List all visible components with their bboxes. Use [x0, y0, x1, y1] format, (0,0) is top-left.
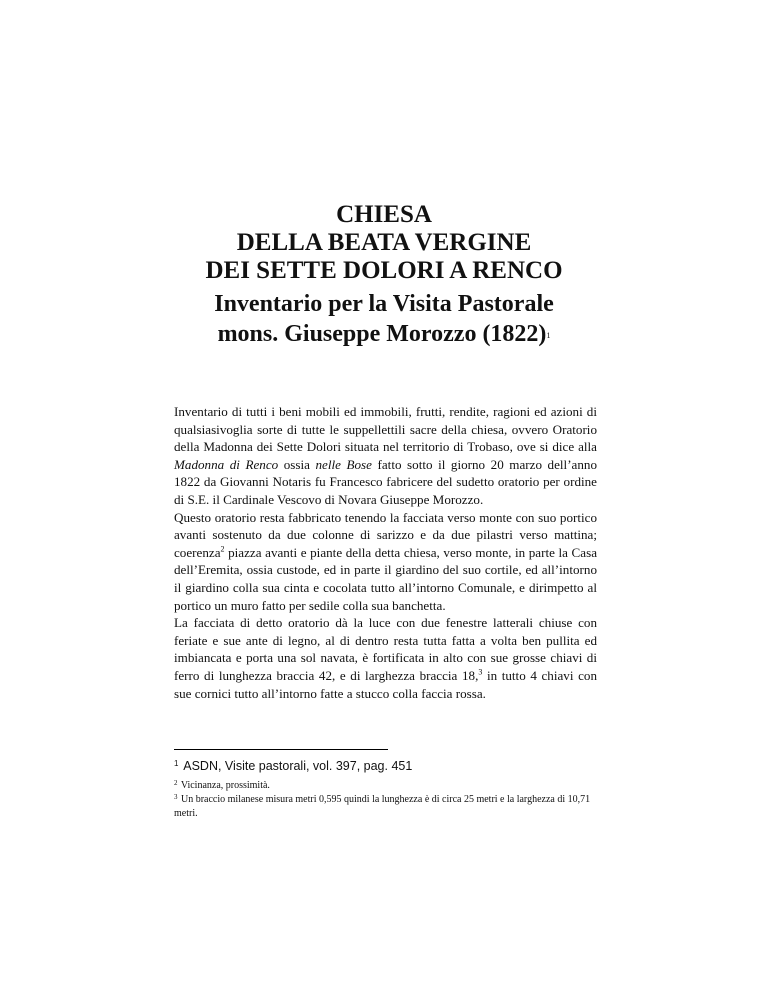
italic-place-name: Madonna di Renco	[174, 456, 279, 472]
paragraph	[174, 509, 597, 615]
footnote-text: Vicinanza, prossimità.	[180, 780, 270, 791]
paragraph	[174, 614, 597, 702]
footnote-number: 1	[174, 759, 179, 768]
subtitle-line	[0, 319, 768, 349]
footnote-ref[interactable]: 3	[478, 667, 483, 677]
footnote-ref[interactable]: 2	[220, 544, 225, 554]
text-run: piazza avanti e piante della detta chiesa, verso monte, in parte la Casa dell’Eremita, ossia custode, ed in parte il giardino del suo cortile, ed all’intorno il giardino colla sua cinta e cocolata tutto all’intorno Comunale, e dirimpetto al portico un muro fatto per sedile colla sua banchetta.	[174, 544, 597, 613]
footnote-number: 2	[174, 779, 178, 787]
footnote-1	[174, 759, 598, 775]
subtitle-line: Inventario per la Visita Pastorale	[214, 291, 554, 317]
text-run: Inventario di tutti i beni mobili ed immobili, frutti, rendite, ragioni ed azioni di qualsiasivoglia sorte di tutte le suppellettili sacre della chiesa, ovvero Oratorio della Madonna dei Sette Dolori situata nel territorio di Trobaso, ove si dice alla	[174, 404, 597, 455]
footnote-divider	[174, 749, 388, 750]
italic-place-name: nelle Bose	[315, 456, 372, 472]
footnote-number: 3	[174, 793, 178, 801]
body-text	[174, 403, 597, 702]
title-line: DELLA BEATA VERGINE	[236, 229, 532, 256]
footnote-text: Un braccio milanese misura metri 0,595 quindi la lunghezza è di circa 25 metri e la larghezza di 10,71 metri.	[174, 794, 591, 819]
text-run: Questo oratorio resta fabbricato tenendo la facciata verso monte con suo portico avanti sostenuto da due colonne di sarizzo e da due pilastri verso mattina; coerenza	[174, 509, 597, 560]
footnote-ref[interactable]: 1	[546, 331, 551, 340]
page-title	[0, 201, 768, 285]
text-run: La facciata di detto oratorio dà la luce con due fenestre latterali chiuse con feriate e sue ante di legno, al di dentro resta tutta fatta a volta ben pullita ed imbiancata e porta una sol navata, è fortificata in alto con sue grosse chiavi di ferro di lunghezza braccia 42, e di larghezza braccia 18,	[174, 615, 597, 683]
subtitle	[0, 289, 768, 349]
text-run: fatto sotto il giorno 20 marzo dell’anno 1822 da Giovanni Notaris fu Francesco fabricere del sudetto oratorio per ordine di S.E. il Cardinale Vescovo di Novara Giuseppe Morozzo.	[174, 456, 598, 507]
title-line: CHIESA	[336, 201, 432, 228]
text-run: in tutto 4 chiavi con sue cornici tutto all’intorno fatte a stucco colla faccia rossa.	[174, 667, 597, 701]
footnote-3	[174, 793, 598, 821]
title-line: DEI SETTE DOLORI A RENCO	[205, 257, 563, 284]
footnote-2	[174, 779, 598, 793]
subtitle-text: mons. Giuseppe Morozzo (1822)	[217, 321, 547, 347]
paragraph	[174, 403, 597, 509]
footnote-text: ASDN, Visite pastorali, vol. 397, pag. 451	[183, 759, 413, 773]
text-run: ossia	[278, 456, 316, 472]
